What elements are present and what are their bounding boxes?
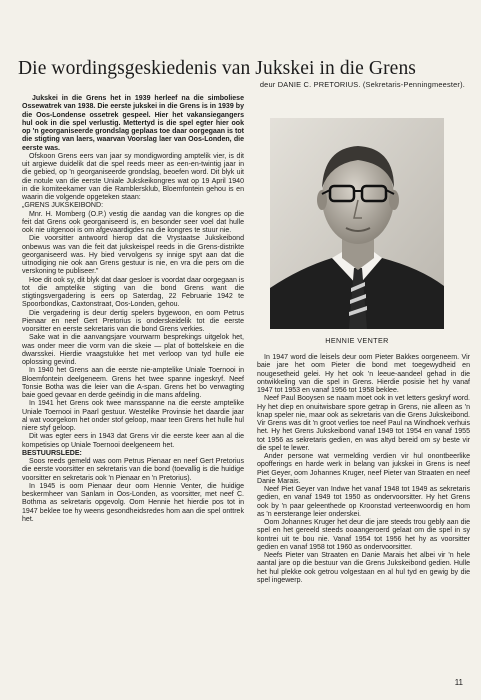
page-number: 11: [454, 678, 463, 687]
body-paragraph: In 1941 het Grens ook twee mansspanne na die eerste amptelike Uniale Toernooi in Paarl gestuur. Westelike Provinsie het daardie jaar al wat voorgekom het onder stof geloop, maar teen Grens het hulle hul niere styf geloop.: [22, 400, 244, 432]
body-paragraph: Oom Johannes Kruger het deur die jare steeds trou gebly aan die spel en het gereeld steeds ooaangeroerd gelaat om die spel in sy kontrei uit te bou nie. Vanaf 1954 tot 1956 het hy as voorsitter gedien en vanaf 1958 tot 1960 as ondervoorsitter.: [257, 519, 470, 551]
body-paragraph: Neef Piet Geyer van Indwe het vanaf 1948 tot 1949 as sekretaris gedien, en vanaf 1949 tot 1950 as ondervoorsitter. Hy het Grens ook by 'n paar geleenthede op Kroonstad verteenwoordig en hom as 'n eersterange leier onderskei.: [257, 486, 470, 518]
body-paragraph: Hoe dit ook sy, dit blyk dat daar gesloer is voordat daar oorgegaan is tot die amptelike stigting van die bond Grens want die stigtingsvergadering is eers op Saterdag, 22 Februarie 1942 te Spoorbondkas, Caxtonstraat, Oos-Londen, gehou.: [22, 276, 244, 309]
body-paragraph: Sake wat in die aanvangsjare vourwarm besprekings uitgelok het, was onder meer die vorm van die skeie — plat of bottelskeie en die dwarsskei. Hierdie vraagstukke het met verloop van tyd hulle eie oplossing gevind.: [22, 334, 244, 366]
article-intro: Jukskei in die Grens het in 1939 herleef na die simboliese Ossewatrek van 1938. Die eerste jukskei in die Grens is in 1939 by die Oos-Londense ossetrek gespeel. Hier het vakansiegangers hul ook in die spel verlustig. Mettertyd is die spel egter hier ook op 'n georganiseerde grondslag geplaas toe daar oorgegaan is tot die stigting van laers, waarvan Voorslag laer van Oos-Londen, die eerste was.: [22, 95, 244, 152]
left-column: [22, 95, 244, 524]
portrait-photo: [270, 118, 444, 329]
body-paragraph: Dit was egter eers in 1943 dat Grens vir die eerste keer aan al die kompetisies op Uniale Toernooi deelgeneem het.: [22, 433, 244, 449]
right-column: [257, 354, 470, 585]
body-paragraph: In 1945 is oom Pienaar deur oom Hennie Venter, die huidige beskermheer van Sanlam in Oos-Londen, as voorsitter, met neef C. Bothma as sekretaris opgevolg. Oom Hennie het hierdie pos tot in 1947 beklee toe hy weens gesondheidsredes hom aan die spel onttrek het.: [22, 482, 244, 523]
section-subhead: BESTUURSLEDE:: [22, 449, 82, 457]
body-paragraph: Die voorsitter antwoord hierop dat die Vrystaatse Jukskeibond onbewus was van die feit dat jukskeispel reeds in die Grens-distrikte georganiseerd was. Hy bied vervolgens sy innige spyt aan dat die uitnodiging nie ook aan Grens gestuur is nie, en vra die pers om die verskoning te publiseer.”: [22, 235, 244, 276]
photo-caption: HENNIE VENTER: [325, 336, 389, 345]
body-paragraph: Neef Paul Booysen se naam moet ook in vet letters geskryf word. Hy het diep en onuitwisbare spore getrap in Grens, nie alleen as 'n knap speler nie, maar ook as sekretaris van die Grens Jukskeibond. Vir Grens was dit 'n groot verlies toe neef Paul na Windhoek verhuis het. Hy het Grens Jukskeibond vanaf 1949 tot 1954 en vanaf 1955 tot 1956 as sekretaris gedien, en was altyd bereid om sy beste vir die spel te lewer.: [257, 395, 470, 452]
body-paragraph: Ander persone wat vermelding verdien vir hul onontbeerlike opofferings en harde werk in belang van jukskei in Grens is neef Piet Geyer, oom Johannes Kruger, neef Pieter van Straaten en neef Danie Marais.: [257, 453, 470, 485]
body-paragraph: Die vergadering is deur dertig spelers bygewoon, en oom Petrus Pienaar en neef Gert Pretorius is onderskeidelik tot die eerste voorsitter en eerste sekretaris van die bond Grens verkies.: [22, 309, 244, 333]
body-paragraph: Mnr. H. Momberg (O.P.) vestig die aandag van die kongres op die feit dat Grens ook georganiseerd is, en besonder seer voel dat hulle ook nie uitgenooi is om afgevaardigdes na die kongres te stuur nie.: [22, 210, 244, 234]
article-byline: deur DANIE C. PRETORIUS. (Sekretaris-Penningmeester).: [259, 80, 465, 89]
body-paragraph: Ofskoon Grens eers van jaar sy mondigwording amptelik vier, is dit uit argiewe duidelik dat die spel reeds meer as een-en-twintig jaar in die gebied, op 'n georganiseerde grondslag, beoefen word. Dit blyk uit die notule van die eerste Uniale Jukskeikongres wat op 19 April 1940 in die komiteekamer van die Ramblersklub, Bloemfontein gehou is en waarin die volgende opgeteken staan:: [22, 152, 244, 201]
quote-heading: „GRENS JUKSKEIBOND:: [22, 202, 104, 210]
body-paragraph: In 1947 word die leisels deur oom Pieter Bakkes oorgeneem. Vir baie jare het oom Pieter die bond met toegewydheid en nougesetheid gelei. Hy het ook 'n leeue-aandeel gehad in die ontwikkeling van die spel in Grens. Hierdie posisie het hy vanaf 1947 tot 1953 en vanaf 1956 tot 1958 beklee.: [257, 354, 470, 394]
article-title: Die wordingsgeskiedenis van Jukskei in die Grens: [18, 58, 416, 79]
body-paragraph: Soos reeds gemeld was oom Petrus Pienaar en neef Gert Pretorius die eerste voorsitter en sekretaris van die bond (toevallig is die huidige voorsitter en sekretaris ook 'n Pienaar en 'n Pretorius).: [22, 458, 244, 482]
body-paragraph: In 1940 het Grens aan die eerste nie-amptelike Uniale Toernooi in Bloemfontein deelgeneem. Grens het twee spanne ingeskryf. Neef Tonsie Botha was die leier van die A-span. Grens het bo verwagting baie goed gevaar en derde geëindig in die mans afdeling.: [22, 367, 244, 399]
body-paragraph: Neefs Pieter van Straaten en Danie Marais het albei vir 'n hele aantal jare op die bestuur van die Grens Jukskeibond gedien. Hulle het hul plekke ook getrou volgestaan en al hul tyd en gewig by die spel ingewerp.: [257, 552, 470, 584]
